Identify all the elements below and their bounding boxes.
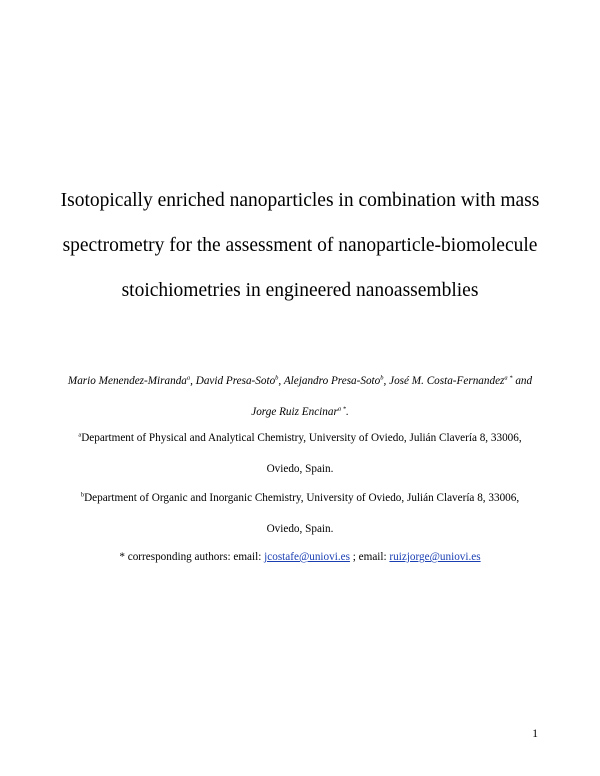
author-name: José M. Costa-Fernandez	[389, 375, 505, 387]
email-link-costa[interactable]: jcostafe@uniovi.es	[264, 551, 350, 563]
email-link-ruiz[interactable]: ruizjorge@uniovi.es	[389, 551, 481, 563]
author-separator: ,	[190, 375, 196, 387]
author-affiliation-mark: b	[275, 374, 279, 382]
author-name: Mario Menendez-Miranda	[67, 375, 187, 387]
affiliation-text: Department of Physical and Analytical Chemistry, University of Oviedo, Julián Clavería 8, 33006,	[81, 432, 522, 444]
affiliation-mark: a	[78, 431, 82, 439]
author-affiliation-mark: a *	[337, 405, 346, 413]
affiliation-a	[40, 423, 560, 485]
author-conjunction: and	[512, 375, 533, 387]
author-terminator: .	[345, 406, 349, 418]
corresponding-separator: ; email:	[349, 551, 390, 563]
title-line-2: spectrometry for the assessment of nanoparticle-biomolecule	[62, 235, 538, 256]
author-list	[40, 366, 560, 428]
author-name: Alejandro Presa-Soto	[283, 375, 381, 387]
affiliation-a-line-2: Oviedo, Spain.	[266, 463, 334, 475]
affiliation-text: Department of Organic and Inorganic Chemistry, University of Oviedo, Julián Clavería 8, 33006,	[84, 492, 520, 504]
page-number: 1	[532, 728, 538, 740]
affiliation-mark: b	[80, 491, 85, 499]
author-separator: ,	[278, 375, 284, 387]
corresponding-authors	[40, 547, 560, 567]
author-separator: ,	[383, 375, 390, 387]
author-affiliation-mark: a *	[504, 374, 513, 382]
affiliation-a-line-1	[40, 423, 560, 454]
affiliation-b-line-1	[40, 483, 560, 514]
paper-title	[40, 178, 560, 313]
author-affiliation-mark: a	[186, 374, 191, 382]
corresponding-prefix: * corresponding authors: email:	[119, 551, 265, 563]
authors-line-1	[40, 366, 560, 397]
affiliation-b	[40, 483, 560, 545]
author-name: David Presa-Soto	[195, 375, 276, 387]
title-line-1: Isotopically enriched nanoparticles in combination with mass	[60, 190, 540, 211]
author-name: Jorge Ruiz Encinar	[251, 406, 338, 418]
author-affiliation-mark: b	[380, 374, 384, 382]
title-line-3: stoichiometries in engineered nanoassemblies	[121, 280, 479, 301]
affiliation-b-line-2: Oviedo, Spain.	[266, 523, 334, 535]
